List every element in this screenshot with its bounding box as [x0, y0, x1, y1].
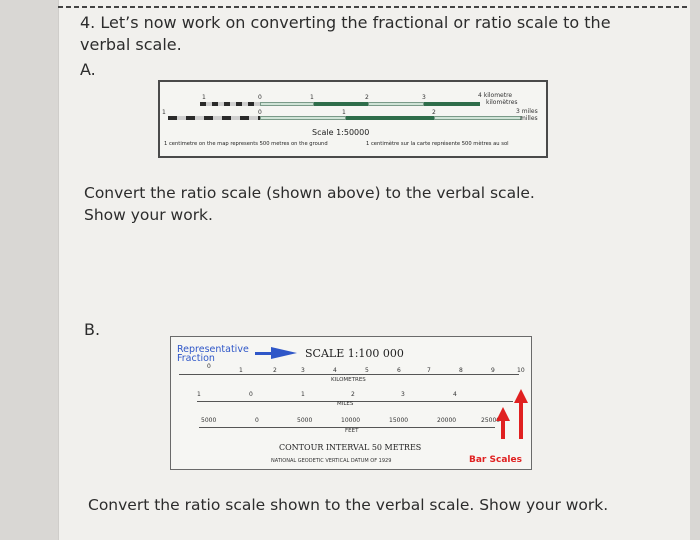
figa-km-label: 4 kilometre — [478, 92, 513, 99]
figa-top-tick: 3 — [422, 94, 426, 101]
scale-figure-a — [158, 80, 548, 158]
rf-label: Representative Fraction — [177, 344, 249, 364]
figb-km-tick: 10 — [517, 367, 525, 374]
figb-mile-tick: 4 — [453, 391, 457, 398]
figa-scale-ratio: Scale 1:50000 — [312, 128, 370, 137]
figb-mile-tick: 3 — [401, 391, 405, 398]
figb-feet-tick: 20000 — [437, 417, 457, 424]
figa-mile-tick: 0 — [258, 109, 262, 116]
figb-feet-tick: 10000 — [341, 417, 361, 424]
figb-mile-tick: 1 — [197, 391, 201, 398]
figb-km-tick: 8 — [459, 367, 463, 374]
figa-top-tick: 0 — [258, 94, 262, 101]
figa-km-bar-seg — [260, 102, 314, 106]
figa-mile-tick: 1 — [342, 109, 346, 116]
bar-scale-arrow-icon — [496, 407, 510, 421]
prompt-a: Convert the ratio scale (shown above) to the verbal scale. Show your work. — [84, 184, 535, 224]
figb-km-tick: 4 — [333, 367, 337, 374]
figa-caption-en: 1 centimetre on the map represents 500 metres on the ground — [164, 141, 328, 147]
bar-scale-arrow-shaft — [501, 419, 505, 439]
figa-km-bar-seg — [424, 102, 480, 106]
contour-interval: CONTOUR INTERVAL 50 METRES — [279, 443, 422, 452]
figa-caption-fr: 1 centimètre sur la carte représente 500 mètres au sol — [366, 141, 509, 147]
figa-mile-bar-seg — [434, 116, 522, 120]
figa-mile-tick: 2 — [432, 109, 436, 116]
prompt-b: Convert the ratio scale shown to the verbal scale. Show your work. — [88, 496, 609, 514]
figb-km-tick: 6 — [397, 367, 401, 374]
figb-km-tick: 1 — [239, 367, 243, 374]
figa-miles-label-fr: milles — [520, 115, 538, 122]
figb-feet-unit: FEET — [345, 428, 359, 434]
figb-feet-tick: 5000 — [201, 417, 217, 424]
figa-mile-bar-seg — [260, 116, 346, 120]
figb-feet-tick: 15000 — [389, 417, 409, 424]
top-dashed-rule — [58, 6, 688, 8]
figb-km-tick: 7 — [427, 367, 431, 374]
figa-km-label-fr: kilomètres — [486, 99, 518, 106]
scale-figure-b — [170, 336, 532, 470]
figb-km-tick: 5 — [365, 367, 369, 374]
figa-top-tick: 1 — [202, 94, 206, 101]
bar-scale-arrow-shaft — [519, 401, 523, 439]
figb-km-tick: 3 — [301, 367, 305, 374]
figb-scale-ratio: SCALE 1:100 000 — [305, 347, 404, 360]
figa-km-bar-seg — [314, 102, 368, 106]
figb-km-tick: 9 — [491, 367, 495, 374]
part-a-label: A. — [80, 60, 96, 79]
figa-miles-label: 3 miles — [516, 108, 538, 115]
figa-mile-bar-seg — [346, 116, 434, 120]
figb-km-tick: 2 — [273, 367, 277, 374]
figb-feet-tick: 0 — [255, 417, 259, 424]
question-title: 4. Let’s now work on converting the fractional or ratio scale to the verbal scale. — [80, 13, 611, 54]
bar-scales-label: Bar Scales — [469, 455, 522, 465]
figb-km-line — [179, 374, 519, 375]
figb-mile-tick: 0 — [249, 391, 253, 398]
figa-top-tick: 2 — [365, 94, 369, 101]
rf-arrow-icon — [271, 347, 297, 359]
figb-km-unit: KILOMETRES — [331, 377, 366, 383]
bar-scale-arrow-icon — [514, 389, 528, 403]
figb-mile-unit: MILES — [337, 401, 354, 407]
datum-label: NATIONAL GEODETIC VERTICAL DATUM OF 1929 — [271, 458, 392, 464]
figb-mile-tick: 2 — [351, 391, 355, 398]
figb-feet-tick: 5000 — [297, 417, 313, 424]
figa-mile-tick: 1 — [162, 109, 166, 116]
figa-km-bar-seg — [368, 102, 424, 106]
figa-mile-bar-subdivided — [168, 116, 260, 120]
part-b-label: B. — [84, 320, 101, 339]
figa-km-bar-subdivided — [200, 102, 260, 106]
figb-feet-tick: 25000 — [481, 417, 501, 424]
figb-mile-line — [197, 401, 513, 402]
figb-mile-tick: 1 — [301, 391, 305, 398]
figb-km-tick: 0 — [207, 363, 211, 370]
figa-top-tick: 1 — [310, 94, 314, 101]
